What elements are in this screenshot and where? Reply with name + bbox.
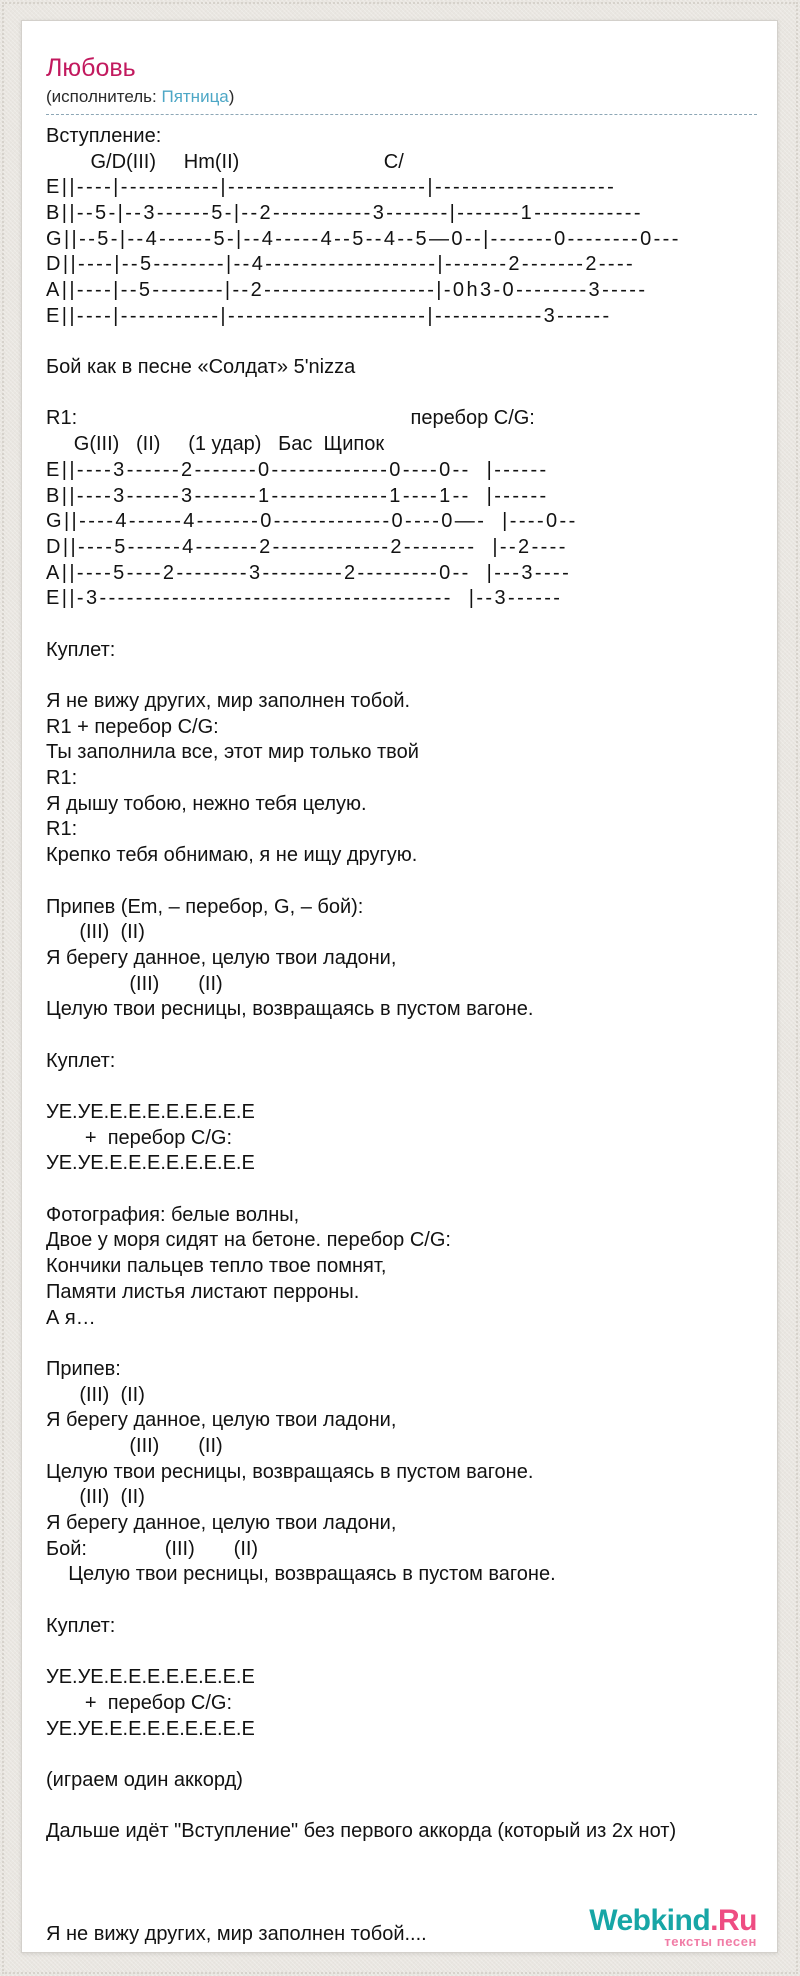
site-logo — [589, 1906, 757, 1936]
song-line: Двое у моря сидят на бетоне. перебор C/G: — [46, 1229, 451, 1252]
song-line: Я берегу данное, целую твои ладони, — [46, 1512, 397, 1535]
song-line — [46, 381, 757, 407]
artist-link[interactable]: Пятница — [161, 86, 229, 106]
song-line: G||--5-|--4------5-|--4-----4--5--4--5—0--|-------0--------0--- — [46, 227, 681, 250]
song-line: G||----4------4-------0-------------0----0—- |----0-- — [46, 510, 578, 533]
song-line: R1: перебор C/G: — [46, 407, 535, 430]
song-line: Фотография: белые волны, — [46, 1203, 300, 1226]
song-line: R1: — [46, 818, 78, 841]
song-line: Бой: (III) (II) — [46, 1537, 259, 1560]
song-line: Я не вижу других, мир заполнен тобой.... — [46, 1923, 427, 1946]
song-line: E||----|-----------|----------------------|-------------------- — [46, 176, 617, 199]
logo-tld: .Ru — [710, 1904, 757, 1937]
song-line — [46, 1331, 757, 1357]
site-logo-link[interactable] — [589, 1906, 757, 1948]
song-line: А я… — [46, 1306, 96, 1329]
song-line: Куплет: — [46, 1049, 116, 1072]
song-line: E||----|-----------|----------------------|------------3------ — [46, 304, 612, 327]
song-text — [46, 124, 757, 1948]
song-line: Дальше идёт "Вступление" без первого аккорда (который из 2х нот) — [46, 1820, 677, 1843]
song-line — [46, 663, 757, 689]
song-line: Куплет: — [46, 1614, 116, 1637]
song-line: УЕ.УЕ.Е.Е.Е.Е.Е.Е.Е.Е — [46, 1666, 255, 1689]
song-line: Вступление: — [46, 124, 162, 147]
content-card — [21, 20, 778, 1953]
logo-tagline: тексты песен — [664, 1934, 757, 1949]
logo-name: Webkind — [589, 1904, 711, 1937]
song-line: E||----3------2-------0-------------0----0-- |------ — [46, 458, 549, 481]
song-line: R1 + перебор C/G: — [46, 715, 219, 738]
song-line: D||----5------4-------2-------------2-------- |--2---- — [46, 535, 568, 558]
song-line: Я берегу данное, целую твои ладони, — [46, 946, 397, 969]
song-line — [46, 1794, 757, 1820]
song-line — [46, 612, 757, 638]
song-line: (III) (II) — [46, 972, 223, 995]
song-line: E||-3--------------------------------------- |--3------ — [46, 587, 563, 610]
song-line — [46, 1742, 757, 1768]
song-line: УЕ.УЕ.Е.Е.Е.Е.Е.Е.Е.Е — [46, 1717, 255, 1740]
page-title: Любовь — [46, 54, 136, 82]
song-line: Целую твои ресницы, возвращаясь в пустом вагоне. — [46, 998, 534, 1021]
song-line — [46, 869, 757, 895]
song-line: Памяти листья листают перроны. — [46, 1280, 360, 1303]
song-line: + перебор C/G: — [46, 1126, 233, 1149]
song-line: (играем один аккорд) — [46, 1768, 243, 1791]
song-line — [46, 329, 757, 355]
song-line: Целую твои ресницы, возвращаясь в пустом вагоне. — [46, 1563, 556, 1586]
artist-line — [46, 87, 757, 107]
song-line: G(III) (II) (1 удар) Бас Щипок — [46, 433, 385, 456]
song-line: Ты заполнила все, этот мир только твой — [46, 741, 419, 764]
song-line: (III) (II) — [46, 1434, 223, 1457]
dotted-divider — [46, 114, 757, 115]
song-line: Я не вижу других, мир заполнен тобой. — [46, 690, 411, 713]
song-line: A||----|--5--------|--2-------------------|-0h3-0--------3----- — [46, 279, 648, 302]
song-line — [46, 1177, 757, 1203]
song-line: Целую твои ресницы, возвращаясь в пустом вагоне. — [46, 1460, 534, 1483]
song-line — [46, 1871, 757, 1897]
song-line: R1: — [46, 767, 78, 790]
song-line: D||----|--5--------|--4-------------------|-------2-------2---- — [46, 253, 636, 276]
artist-label: (исполнитель: — [46, 86, 162, 106]
song-line: УЕ.УЕ.Е.Е.Е.Е.Е.Е.Е.Е — [46, 1152, 255, 1175]
song-line: Бой как в песне «Солдат» 5'nizza — [46, 356, 356, 379]
song-line: (III) (II) — [46, 921, 145, 944]
song-line: УЕ.УЕ.Е.Е.Е.Е.Е.Е.Е.Е — [46, 1101, 255, 1124]
song-line: G/D(III) Hm(II) C/ — [46, 150, 404, 173]
song-line: (III) (II) — [46, 1486, 145, 1509]
song-line — [46, 1074, 757, 1100]
song-line: B||----3------3-------1-------------1----1-- |------ — [46, 484, 549, 507]
song-line: (III) (II) — [46, 1383, 145, 1406]
song-line — [46, 1639, 757, 1665]
song-line: + перебор C/G: — [46, 1691, 233, 1714]
song-line: Я берегу данное, целую твои ладони, — [46, 1409, 397, 1432]
song-line: Припев (Em, – перебор, G, – бой): — [46, 895, 364, 918]
song-line — [46, 1023, 757, 1049]
song-line: Куплет: — [46, 638, 116, 661]
song-line: A||----5----2--------3---------2---------0-- |---3---- — [46, 561, 572, 584]
song-line: Крепко тебя обнимаю, я не ищу другую. — [46, 844, 418, 867]
song-line — [46, 1845, 757, 1871]
artist-label-close: ) — [228, 86, 235, 106]
song-line: Кончики пальцев тепло твое помнят, — [46, 1255, 387, 1278]
song-line: Припев: — [46, 1357, 121, 1380]
song-line: Я дышу тобою, нежно тебя целую. — [46, 792, 367, 815]
song-line — [46, 1588, 757, 1614]
song-line: B||--5-|--3------5-|--2-----------3-------|-------1------------ — [46, 201, 643, 224]
